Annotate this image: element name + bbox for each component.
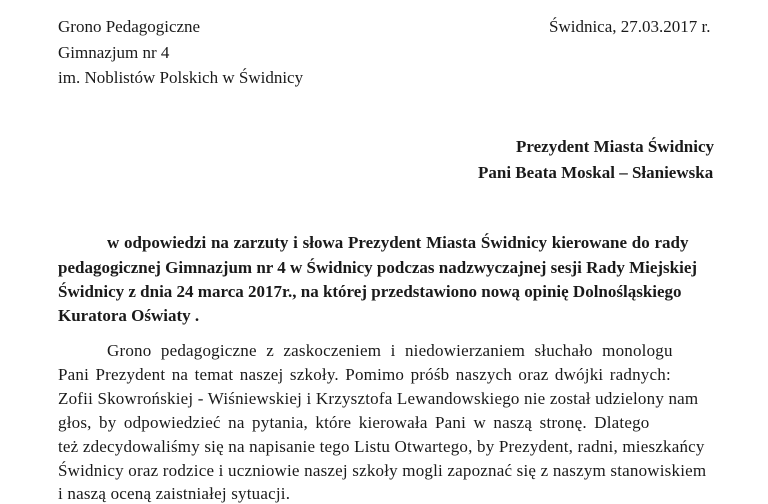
body-line-3: Zofii Skowrońskiej - Wiśniewskiej i Krzysztofa Lewandowskiego nie został udzielony nam [58,389,699,408]
body-line-6: Świdnicy oraz rodzice i uczniowie naszej szkoły mogli zapoznać się z naszym stanowiskiem [58,461,707,480]
sender-line-3: im. Noblistów Polskich w Świdnicy [58,68,304,87]
recipient-line-2: Pani Beata Moskal – Słaniewska [478,163,714,182]
body-line-1: Grono pedagogiczne z zaskoczeniem i niedowierzaniem słuchało monologu [107,341,673,360]
body-line-2: Pani Prezydent na temat naszej szkoły. Pomimo próśb naszych oraz dwójki radnych: [58,365,671,384]
intro-line-2: pedagogicznej Gimnazjum nr 4 w Świdnicy podczas nadzwyczajnej sesji Rady Miejskiej [58,258,698,277]
body-line-4: głos, by odpowiedzieć na pytania, które kierowała Pani w naszą stronę. Dlatego [58,413,650,432]
document-date: Świdnica, 27.03.2017 r. [549,17,711,36]
intro-line-1: w odpowiedzi na zarzuty i słowa Prezydent Miasta Świdnicy kierowane do rady [107,233,689,252]
intro-line-4: Kuratora Oświaty . [58,306,200,325]
body-line-7: i naszą oceną zaistniałej sytuacji. [58,484,291,503]
body-line-5: też zdecydowaliśmy się na napisanie tego Listu Otwartego, by Prezydent, radni, mieszkańcy [58,437,705,456]
sender-line-1: Grono Pedagogiczne [58,17,201,36]
recipient-line-1: Prezydent Miasta Świdnicy [516,137,715,156]
sender-line-2: Gimnazjum nr 4 [58,43,170,62]
intro-line-3: Świdnicy z dnia 24 marca 2017r., na której przedstawiono nową opinię Dolnośląskiego [58,282,682,301]
